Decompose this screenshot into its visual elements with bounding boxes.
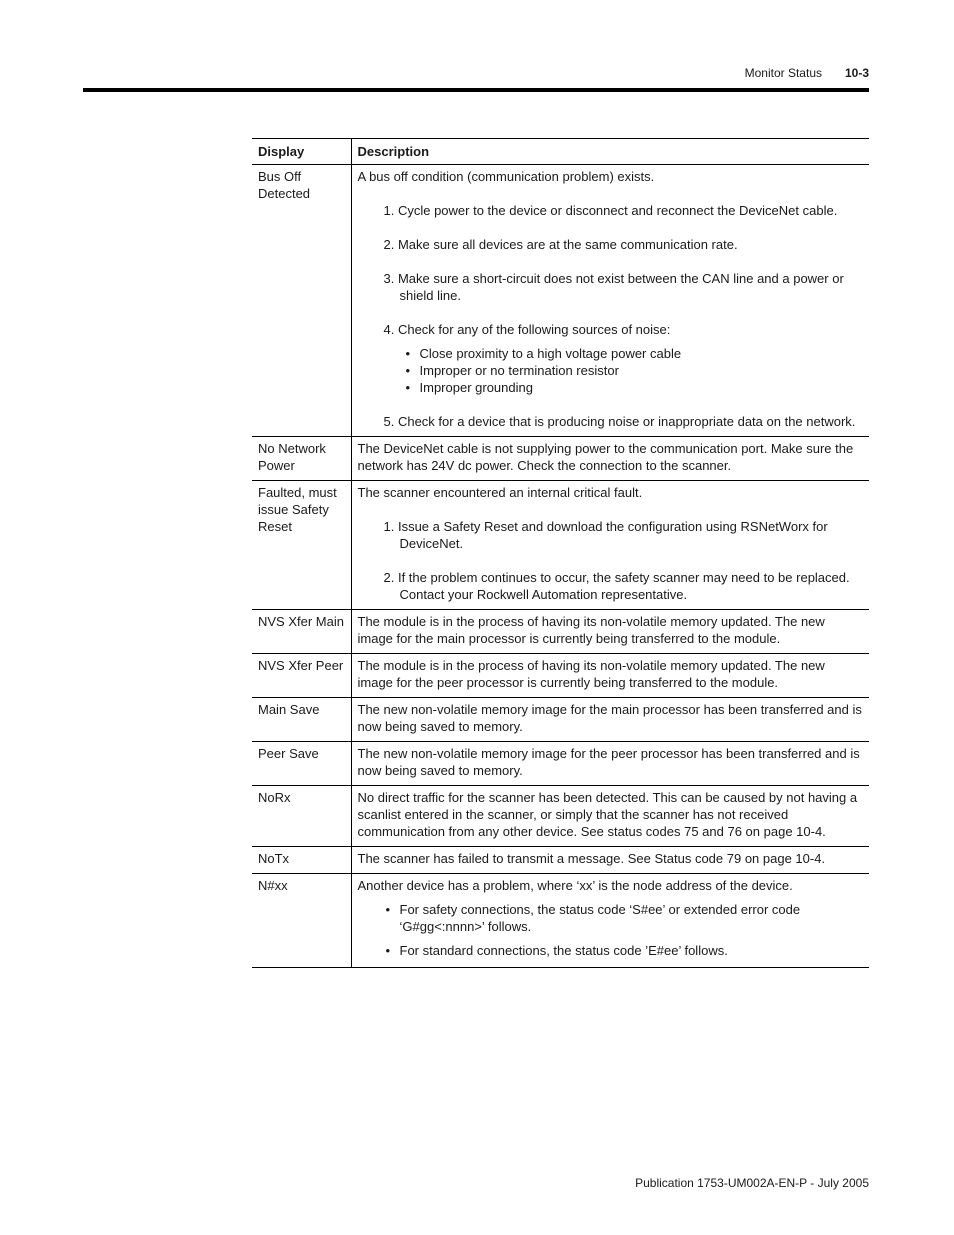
description-cell: [351, 847, 869, 874]
description-cell: [351, 698, 869, 742]
description-cell: [351, 786, 869, 847]
column-header-display: Display: [252, 139, 351, 165]
display-code-cell: N#xx: [252, 874, 351, 968]
description-text: The scanner has failed to transmit a message. See Status code 79 on page 10-4.: [357, 851, 826, 866]
description-text: The new non-volatile memory image for the main processor has been transferred and is now being saved to memory.: [357, 702, 862, 734]
header-rule: [83, 88, 869, 92]
display-code-cell: NVS Xfer Main: [252, 610, 351, 654]
description-cell: [351, 610, 869, 654]
description-text: The module is in the process of having its non-volatile memory updated. The new image for the peer processor is currently being transferred to the module.: [357, 658, 825, 690]
table-row: [252, 610, 869, 654]
description-text: The scanner encountered an internal critical fault.: [357, 485, 643, 500]
table-row: [252, 874, 869, 968]
table-row: [252, 654, 869, 698]
page-number: 10-3: [844, 66, 869, 80]
display-code-cell: NoTx: [252, 847, 351, 874]
steps-list: [358, 202, 864, 338]
steps-list: [358, 413, 864, 430]
bullet-item: • Close proximity to a high voltage power cable: [406, 345, 864, 362]
display-code-cell: NoRx: [252, 786, 351, 847]
steps-list: [358, 518, 864, 603]
status-table: [252, 138, 869, 968]
bullet-list: [358, 901, 864, 959]
table-row: [252, 437, 869, 481]
description-cell: [351, 654, 869, 698]
display-code-cell: Faulted, must issue Safety Reset: [252, 481, 351, 610]
description-text: The module is in the process of having its non-volatile memory updated. The new image for the main processor is currently being transferred to the module.: [357, 614, 825, 646]
bullet-list: [358, 345, 864, 396]
section-title: Monitor Status: [744, 66, 822, 80]
step-item: 5. Check for a device that is producing noise or inappropriate data on the network.: [383, 414, 856, 429]
publication-footer: Publication 1753-UM002A-EN-P - July 2005: [635, 1176, 869, 1190]
table-row: [252, 165, 869, 437]
description-text: A bus off condition (communication problem) exists.: [357, 169, 655, 184]
description-cell: [351, 874, 869, 968]
table-row: [252, 786, 869, 847]
step-item: 1. Issue a Safety Reset and download the configuration using RSNetWorx for DeviceNet.: [383, 519, 828, 551]
bullet-item: • For standard connections, the status code ’E#ee’ follows.: [386, 942, 864, 959]
description-cell: [351, 437, 869, 481]
bullet-item: • Improper grounding: [406, 379, 864, 396]
step-item: 3. Make sure a short-circuit does not exist between the CAN line and a power or shield line.: [383, 271, 844, 303]
display-code-cell: Main Save: [252, 698, 351, 742]
display-code-cell: Bus Off Detected: [252, 165, 351, 437]
step-item: 2. Make sure all devices are at the same communication rate.: [383, 237, 738, 252]
step-item: 2. If the problem continues to occur, the safety scanner may need to be replaced. Contact your Rockwell Automation representative.: [383, 570, 850, 602]
table-row: [252, 481, 869, 610]
description-text: The new non-volatile memory image for the peer processor has been transferred and is now being saved to memory.: [357, 746, 860, 778]
description-text: Another device has a problem, where ‘xx’ is the node address of the device.: [357, 878, 793, 893]
display-code-cell: NVS Xfer Peer: [252, 654, 351, 698]
description-cell: [351, 165, 869, 437]
table-row: [252, 698, 869, 742]
description-text: The DeviceNet cable is not supplying power to the communication port. Make sure the network has 24V dc power. Check the connection to the scanner.: [357, 441, 854, 473]
description-text: No direct traffic for the scanner has been detected. This can be caused by not having a scanlist entered in the scanner, or simply that the scanner has not received communication from any other device. See status codes 75 and 76 on page 10-4.: [357, 790, 858, 839]
step-item: 1. Cycle power to the device or disconnect and reconnect the DeviceNet cable.: [383, 203, 838, 218]
display-code-cell: No Network Power: [252, 437, 351, 481]
running-header: [0, 66, 869, 82]
bullet-item: • Improper or no termination resistor: [406, 362, 864, 379]
description-cell: [351, 481, 869, 610]
table-row: [252, 742, 869, 786]
table-header-row: [252, 139, 869, 165]
table-row: [252, 847, 869, 874]
bullet-item: • For safety connections, the status code ‘S#ee’ or extended error code ‘G#gg<:nnnn>’ follows.: [386, 901, 864, 935]
step-item: 4. Check for any of the following sources of noise:: [383, 322, 671, 337]
display-code-cell: Peer Save: [252, 742, 351, 786]
description-cell: [351, 742, 869, 786]
column-header-description: Description: [351, 139, 869, 165]
